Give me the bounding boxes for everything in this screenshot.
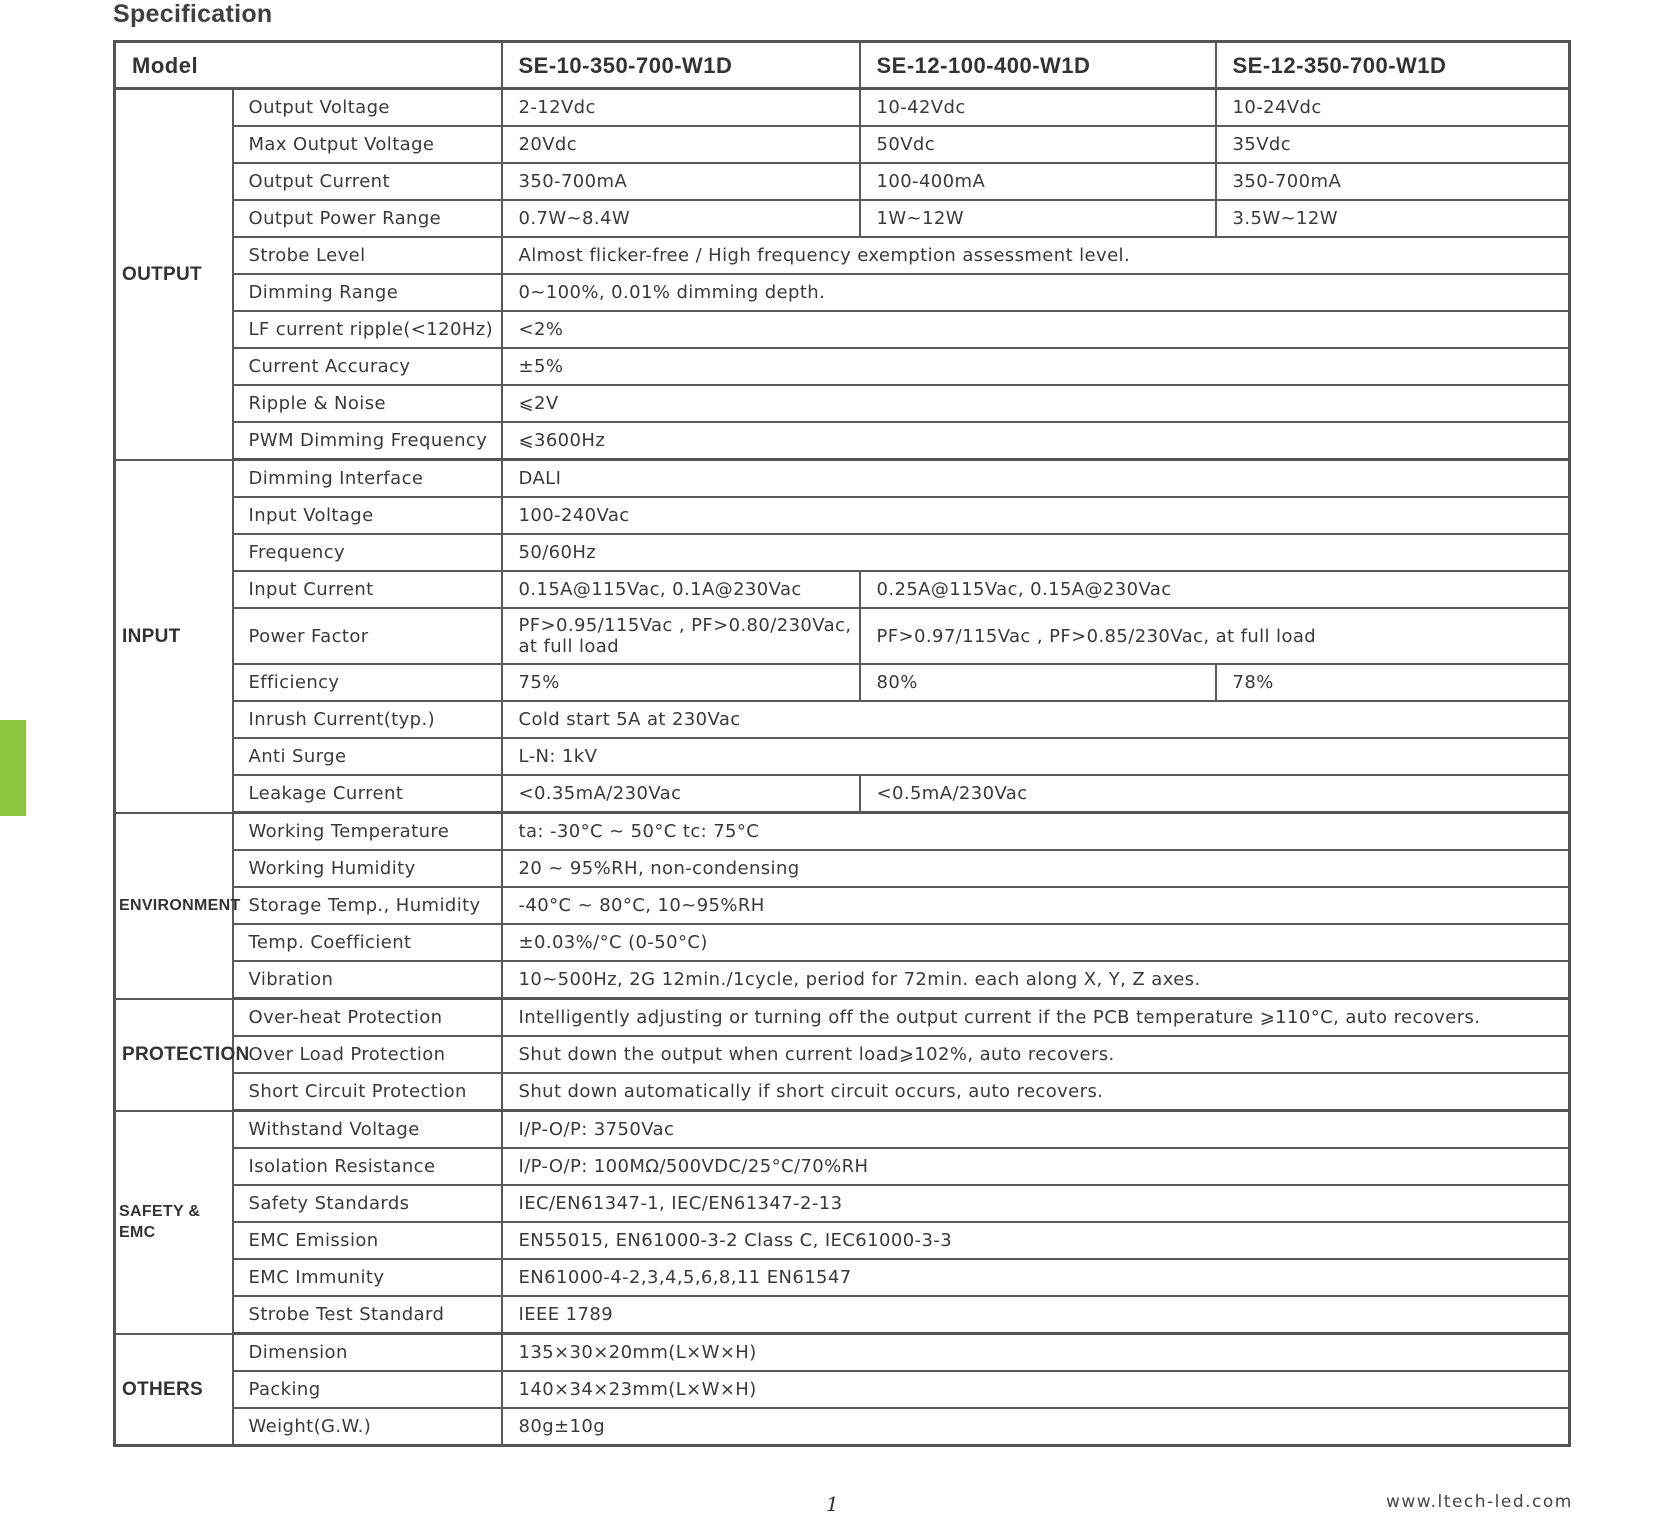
spec-value: ⩽3600Hz xyxy=(502,422,1570,460)
spec-label: Strobe Test Standard xyxy=(233,1296,502,1334)
spec-value: 0.25A@115Vac, 0.15A@230Vac xyxy=(860,571,1570,608)
spec-value: 75% xyxy=(502,664,860,701)
spec-row xyxy=(115,348,1570,385)
spec-row xyxy=(115,200,1570,237)
spec-label: Over Load Protection xyxy=(233,1036,502,1073)
section-label: PROTECTION xyxy=(115,999,233,1111)
spec-value: 10-42Vdc xyxy=(860,89,1216,127)
spec-row xyxy=(115,850,1570,887)
spec-row xyxy=(115,126,1570,163)
spec-row xyxy=(115,1073,1570,1111)
spec-value: 80g±10g xyxy=(502,1408,1570,1446)
spec-label: Output Power Range xyxy=(233,200,502,237)
spec-value: Intelligently adjusting or turning off the output current if the PCB temperature ⩾110°C, auto recovers. xyxy=(502,999,1570,1037)
spec-label: Power Factor xyxy=(233,608,502,664)
spec-row xyxy=(115,274,1570,311)
model-name: SE-12-350-700-W1D xyxy=(1216,42,1570,89)
spec-value: 10-24Vdc xyxy=(1216,89,1570,127)
spec-row xyxy=(115,460,1570,498)
spec-label: Inrush Current(typ.) xyxy=(233,701,502,738)
spec-value: 3.5W~12W xyxy=(1216,200,1570,237)
spec-label: Storage Temp., Humidity xyxy=(233,887,502,924)
spec-value: 100-400mA xyxy=(860,163,1216,200)
spec-row xyxy=(115,701,1570,738)
spec-value: <0.35mA/230Vac xyxy=(502,775,860,813)
section-label: SAFETY & EMC xyxy=(115,1111,233,1334)
model-header-row xyxy=(115,42,1570,89)
spec-row xyxy=(115,1222,1570,1259)
spec-value: Almost flicker-free / High frequency exemption assessment level. xyxy=(502,237,1570,274)
spec-value: 0.15A@115Vac, 0.1A@230Vac xyxy=(502,571,860,608)
spec-value: IEC/EN61347-1, IEC/EN61347-2-13 xyxy=(502,1185,1570,1222)
spec-row xyxy=(115,664,1570,701)
spec-label: Isolation Resistance xyxy=(233,1148,502,1185)
spec-value: PF>0.95/115Vac , PF>0.80/230Vac, at full load xyxy=(502,608,860,664)
spec-label: Over-heat Protection xyxy=(233,999,502,1037)
spec-label: EMC Emission xyxy=(233,1222,502,1259)
model-label: Model xyxy=(115,42,502,89)
spec-value: ±5% xyxy=(502,348,1570,385)
spec-row xyxy=(115,1259,1570,1296)
spec-row xyxy=(115,887,1570,924)
spec-row xyxy=(115,608,1570,664)
section-label: OUTPUT xyxy=(115,89,233,460)
model-name: SE-10-350-700-W1D xyxy=(502,42,860,89)
spec-label: Withstand Voltage xyxy=(233,1111,502,1149)
spec-label: Output Current xyxy=(233,163,502,200)
spec-value: <0.5mA/230Vac xyxy=(860,775,1570,813)
section-label: INPUT xyxy=(115,460,233,813)
spec-label: Safety Standards xyxy=(233,1185,502,1222)
spec-value: 1W~12W xyxy=(860,200,1216,237)
spec-label: Frequency xyxy=(233,534,502,571)
website-url: www.ltech-led.com xyxy=(1386,1492,1573,1512)
spec-row xyxy=(115,775,1570,813)
spec-label: Dimension xyxy=(233,1334,502,1372)
spec-label: Input Voltage xyxy=(233,497,502,534)
spec-row xyxy=(115,534,1570,571)
spec-label: Input Current xyxy=(233,571,502,608)
spec-value: I/P-O/P: 100MΩ/500VDC/25°C/70%RH xyxy=(502,1148,1570,1185)
spec-row xyxy=(115,497,1570,534)
spec-value: 78% xyxy=(1216,664,1570,701)
spec-row xyxy=(115,1148,1570,1185)
spec-value: EN61000-4-2,3,4,5,6,8,11 EN61547 xyxy=(502,1259,1570,1296)
specification-table xyxy=(113,40,1571,1447)
spec-row xyxy=(115,237,1570,274)
spec-value: -40°C ~ 80°C, 10~95%RH xyxy=(502,887,1570,924)
spec-label: Working Temperature xyxy=(233,813,502,851)
spec-label: Max Output Voltage xyxy=(233,126,502,163)
spec-value: 350-700mA xyxy=(1216,163,1570,200)
spec-value: L-N: 1kV xyxy=(502,738,1570,775)
spec-row xyxy=(115,385,1570,422)
spec-label: Strobe Level xyxy=(233,237,502,274)
spec-value: Shut down automatically if short circuit occurs, auto recovers. xyxy=(502,1073,1570,1111)
spec-value: Cold start 5A at 230Vac xyxy=(502,701,1570,738)
side-accent-tab xyxy=(0,720,26,816)
spec-label: Weight(G.W.) xyxy=(233,1408,502,1446)
spec-row xyxy=(115,1185,1570,1222)
spec-row xyxy=(115,1036,1570,1073)
page-number: 1 xyxy=(826,1492,839,1516)
spec-value: ±0.03%/°C (0-50°C) xyxy=(502,924,1570,961)
spec-row xyxy=(115,1296,1570,1334)
spec-value: 10~500Hz, 2G 12min./1cycle, period for 72min. each along X, Y, Z axes. xyxy=(502,961,1570,999)
spec-value: 20Vdc xyxy=(502,126,860,163)
spec-value: ⩽2V xyxy=(502,385,1570,422)
spec-value: ta: -30°C ~ 50°C tc: 75°C xyxy=(502,813,1570,851)
spec-value: IEEE 1789 xyxy=(502,1296,1570,1334)
spec-value: 135×30×20mm(L×W×H) xyxy=(502,1334,1570,1372)
spec-value: 350-700mA xyxy=(502,163,860,200)
spec-value: <2% xyxy=(502,311,1570,348)
spec-label: Leakage Current xyxy=(233,775,502,813)
spec-value: EN55015, EN61000-3-2 Class C, IEC61000-3-3 xyxy=(502,1222,1570,1259)
spec-label: Ripple & Noise xyxy=(233,385,502,422)
spec-value: 35Vdc xyxy=(1216,126,1570,163)
spec-row xyxy=(115,813,1570,851)
spec-value: DALI xyxy=(502,460,1570,498)
spec-row xyxy=(115,89,1570,127)
spec-row xyxy=(115,924,1570,961)
model-name: SE-12-100-400-W1D xyxy=(860,42,1216,89)
spec-row xyxy=(115,1371,1570,1408)
spec-row xyxy=(115,1111,1570,1149)
spec-value: 2-12Vdc xyxy=(502,89,860,127)
spec-row xyxy=(115,163,1570,200)
spec-value: Shut down the output when current load⩾102%, auto recovers. xyxy=(502,1036,1570,1073)
spec-row xyxy=(115,422,1570,460)
spec-label: Anti Surge xyxy=(233,738,502,775)
page-title: Specification xyxy=(113,0,273,28)
spec-value: 80% xyxy=(860,664,1216,701)
spec-label: Efficiency xyxy=(233,664,502,701)
spec-value: PF>0.97/115Vac , PF>0.85/230Vac, at full load xyxy=(860,608,1570,664)
spec-value: 140×34×23mm(L×W×H) xyxy=(502,1371,1570,1408)
spec-value: I/P-O/P: 3750Vac xyxy=(502,1111,1570,1149)
spec-row xyxy=(115,1334,1570,1372)
spec-label: Output Voltage xyxy=(233,89,502,127)
spec-value: 100-240Vac xyxy=(502,497,1570,534)
spec-row xyxy=(115,738,1570,775)
spec-label: Current Accuracy xyxy=(233,348,502,385)
spec-label: Working Humidity xyxy=(233,850,502,887)
spec-label: Packing xyxy=(233,1371,502,1408)
spec-value: 0~100%, 0.01% dimming depth. xyxy=(502,274,1570,311)
section-label: ENVIRONMENT xyxy=(115,813,233,999)
spec-label: Vibration xyxy=(233,961,502,999)
spec-row xyxy=(115,1408,1570,1446)
spec-label: Temp. Coefficient xyxy=(233,924,502,961)
spec-value: 20 ~ 95%RH, non-condensing xyxy=(502,850,1570,887)
spec-row xyxy=(115,571,1570,608)
spec-value: 50Vdc xyxy=(860,126,1216,163)
spec-label: LF current ripple(<120Hz) xyxy=(233,311,502,348)
spec-row xyxy=(115,961,1570,999)
spec-label: Short Circuit Protection xyxy=(233,1073,502,1111)
section-label: OTHERS xyxy=(115,1334,233,1446)
spec-row xyxy=(115,999,1570,1037)
spec-label: EMC Immunity xyxy=(233,1259,502,1296)
spec-label: Dimming Range xyxy=(233,274,502,311)
spec-value: 0.7W~8.4W xyxy=(502,200,860,237)
spec-label: Dimming Interface xyxy=(233,460,502,498)
spec-row xyxy=(115,311,1570,348)
spec-value: 50/60Hz xyxy=(502,534,1570,571)
spec-label: PWM Dimming Frequency xyxy=(233,422,502,460)
